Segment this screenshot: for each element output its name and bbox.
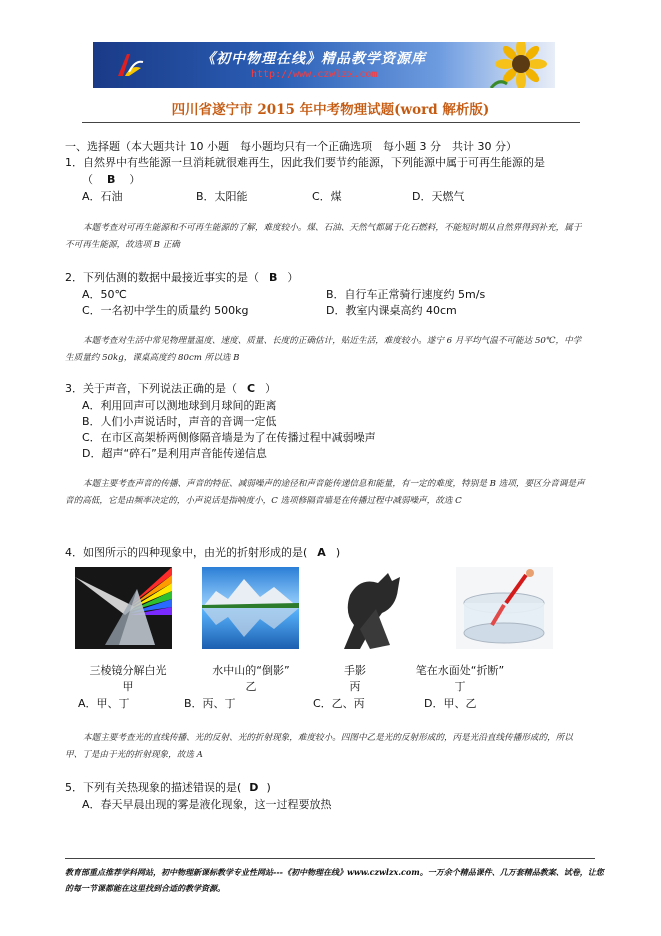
title-divider xyxy=(82,122,580,123)
q3-option: D．超声“碎石”是利用声音能传递信息 xyxy=(82,447,267,460)
q2-stem: 2．下列估测的数据中最接近事实的是（ xyxy=(65,271,259,284)
q2-option: D．教室内课桌高约 40cm xyxy=(326,304,457,317)
q2-answer: B xyxy=(269,271,278,284)
q5-stem-line xyxy=(65,781,271,795)
caption-pencil: 笔在水面处“折断” xyxy=(415,664,505,677)
q4-paren-close: ) xyxy=(335,546,341,559)
pencil-in-water-photo xyxy=(456,567,553,649)
q3-stem-line xyxy=(65,382,276,396)
caption-prism: 三棱镜分解白光 xyxy=(89,664,167,677)
q3-stem: 3．关于声音，下列说法正确的是（ xyxy=(65,382,237,395)
q2-option: B．自行车正常骑行速度约 5m/s xyxy=(326,288,486,301)
q5-answer: D xyxy=(249,781,259,794)
q4-option: A．甲、丁 xyxy=(78,697,130,710)
section-header: 一、选择题（本大题共计 10 小题 每小题均只有一个正确选项 每小题 3 分 共计 30 分） xyxy=(65,140,517,153)
caption-label-ding: 丁 xyxy=(454,680,466,693)
prism-photo xyxy=(75,567,172,649)
q4-stem: 4．如图所示的四种现象中，由光的折射形成的是( xyxy=(65,546,308,559)
q1-option: B．太阳能 xyxy=(196,190,248,203)
q2-option: C．一名初中学生的质量约 500kg xyxy=(82,304,249,317)
q1-option: C．煤 xyxy=(312,190,342,203)
q1-stem: 1．自然界中有些能源一旦消耗就很难再生，因此我们要节约能源，下列能源中属于可再生能源的是 xyxy=(65,156,545,169)
q3-option: A．利用回声可以测地球到月球间的距离 xyxy=(82,399,277,412)
caption-label-bing: 丙 xyxy=(349,680,361,693)
q1-paren-open: （ xyxy=(82,173,93,186)
header-banner xyxy=(93,42,555,88)
q1-explanation: 本题考查对可再生能源和不可再生能源的了解，难度较小。煤、石油、天然气都属于化石燃料，不能短时期从自然界得到补充，属于不可再生能源，故选项 B 正确 xyxy=(65,223,582,250)
q1-paren-close: ） xyxy=(129,173,141,186)
q4-option: D．甲、乙 xyxy=(424,697,477,710)
q4-option: C．乙、丙 xyxy=(313,697,365,710)
q3-option: B．人们小声说话时，声音的音调一定低 xyxy=(82,415,277,428)
q3-answer: C xyxy=(247,382,256,395)
q2-paren-close: ） xyxy=(287,271,299,284)
q5-stem: 5．下列有关热现象的描述错误的是( xyxy=(65,781,242,794)
q3-option: C．在市区高架桥两侧修隔音墙是为了在传播过程中减弱噪声 xyxy=(82,431,376,444)
q1-option: A．石油 xyxy=(82,190,123,203)
page-title: 四川省遂宁市 2015 年中考物理试题(word 解析版) xyxy=(171,102,490,118)
q4-answer: A xyxy=(317,546,326,559)
q1-answer-line xyxy=(82,173,140,187)
site-logo-icon xyxy=(115,50,145,80)
q4-option: B．丙、丁 xyxy=(184,697,236,710)
caption-hand-shadow: 手影 xyxy=(344,664,366,677)
q4-explanation: 本题主要考查光的直线传播、光的反射、光的折射现象，难度较小。四图中乙是光的反射形成的，丙是光沿直线传播形成的，所以甲、丁是由于光的折射现象，故选 A xyxy=(65,733,573,760)
q2-explanation: 本题考查对生活中常见物理量温度、速度、质量、长度的正确估计，贴近生活，难度较小。遂宁 6 月平均气温不可能达 50℃，中学生质量约 50kg，课桌高度约 80cm 所以选 B xyxy=(65,336,582,363)
footer-text: 教育部重点推荐学科网站，初中物理新课标教学专业性网站---《初中物理在线》www.czwlzx.com。一万余个精品课件、几万套精品教案、试卷，让您的每一节课都能在这里找到合适的教学资源。 xyxy=(65,867,604,893)
footer-divider xyxy=(65,858,595,859)
banner-url: http://www.czwlzx.com xyxy=(251,69,378,80)
hand-shadow-photo xyxy=(330,567,427,649)
q2-option: A．50℃ xyxy=(82,288,127,301)
sunflower-icon xyxy=(489,42,549,88)
q2-stem-line xyxy=(65,271,298,285)
q1-answer: B xyxy=(107,173,116,186)
q5-paren-close: ) xyxy=(266,781,271,794)
q3-paren-close: ） xyxy=(265,382,277,395)
q3-explanation: 本题主要考查声音的传播、声音的特征、减弱噪声的途径和声音能传递信息和能量，有一定的难度，特别是 B 选项，要区分音调是声音的高低，它是由频率决定的，小声说话是指响度小，C 选项修隔音墙是在传播过程中减弱噪声，故选 C xyxy=(65,479,585,506)
q4-stem-line xyxy=(65,546,340,560)
q1-option: D．天燃气 xyxy=(412,190,465,203)
caption-label-jia: 甲 xyxy=(122,680,134,693)
q5-option: A．春天早晨出现的雾是液化现象，这一过程要放热 xyxy=(82,798,332,811)
caption-reflection: 水中山的“倒影” xyxy=(212,664,290,677)
mountain-reflection-photo xyxy=(202,567,299,649)
caption-label-yi: 乙 xyxy=(245,680,257,693)
banner-title: 《初中物理在线》精品教学资源库 xyxy=(201,51,426,67)
